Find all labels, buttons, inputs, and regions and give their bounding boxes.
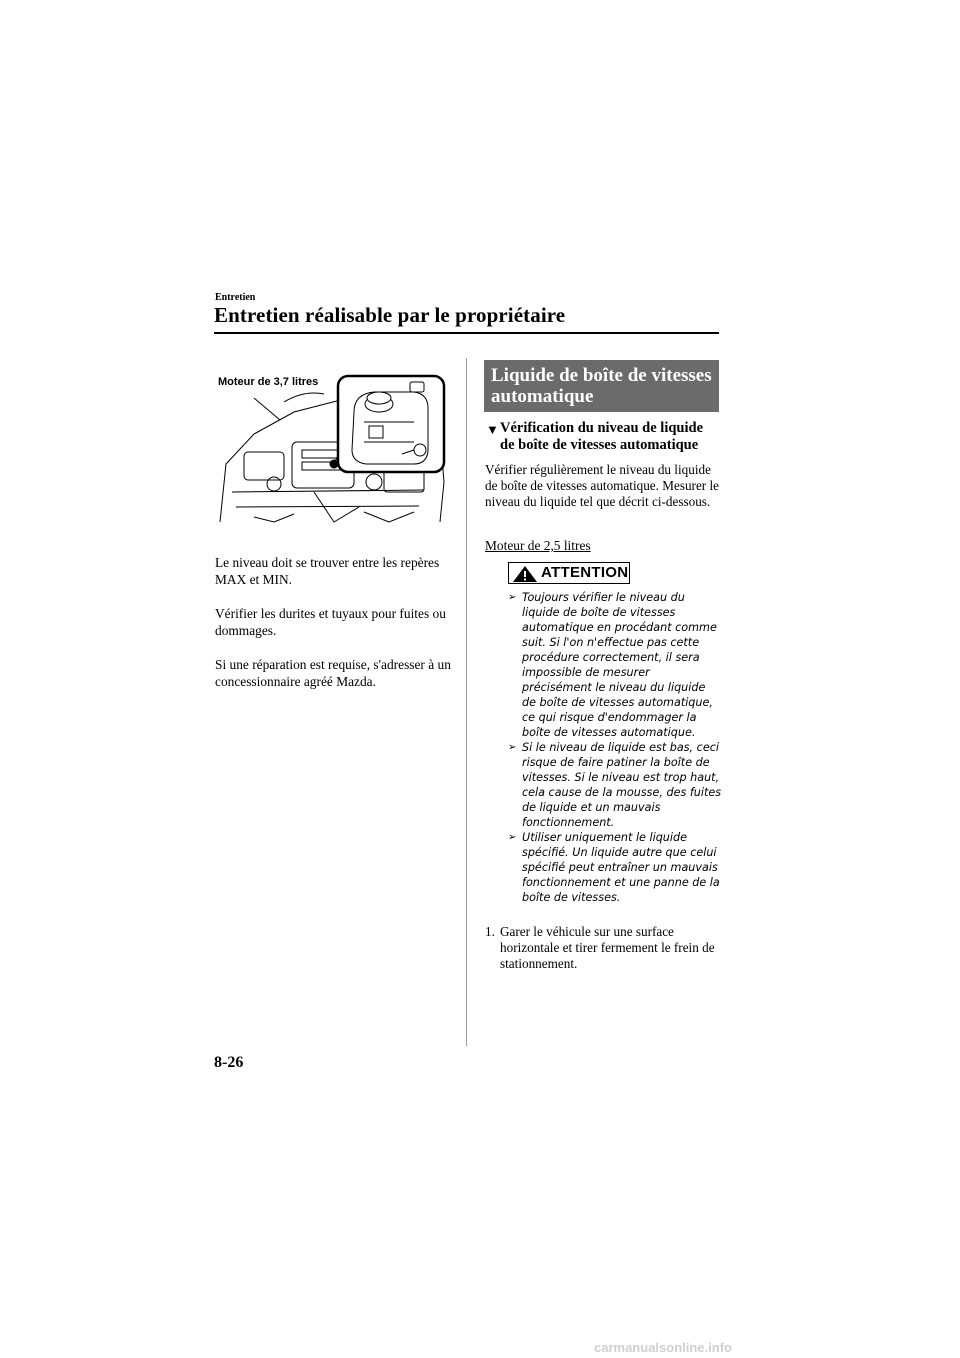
list-item: [506, 830, 722, 905]
attention-list: [506, 590, 722, 905]
step-item: [485, 924, 719, 972]
subheading-text: Vérification du niveau de liquide de boîte de vitesses automatique: [500, 420, 704, 453]
engine-bay-illustration: [214, 372, 446, 550]
section-banner-title: Liquide de boîte de vitesses automatique: [491, 365, 712, 407]
section-banner: [484, 360, 719, 412]
triangle-down-icon: ▼: [486, 422, 499, 437]
list-item-text: Si le niveau de liquide est bas, ceci risque de faire patiner la boîte de vitesses. Si le niveau est trop haut, cela cause de la mousse, des fuites de liquide et un mauvais fonctionnement.: [522, 741, 722, 829]
attention-box: [508, 562, 630, 584]
paragraph-level-marks: Le niveau doit se trouver entre les repères MAX et MIN.: [215, 555, 440, 587]
list-item-text: Toujours vérifier le niveau du liquide de boîte de vitesses automatique en procédant comme suit. Si l'on n'effectue pas cette procédure correctement, il sera impossible de mesurer précisément le niveau du liquide de boîte de vitesses automatique, ce qui risque d'endommager la boîte de vitesses automatique.: [522, 591, 717, 739]
figure-caption: Moteur de 3,7 litres: [218, 376, 319, 388]
header-rule: [214, 332, 719, 334]
page-title: Entretien réalisable par le propriétaire: [214, 303, 566, 327]
section-label: Entretien: [215, 292, 256, 303]
attention-label: ATTENTION: [541, 564, 629, 581]
list-item: [506, 740, 722, 830]
paragraph-hoses-check: Vérifier les durites et tuyaux pour fuites ou dommages.: [215, 606, 446, 638]
warning-triangle-icon: [512, 565, 538, 583]
watermark: carmanualsonline.info: [594, 1340, 732, 1355]
subheading: [486, 420, 718, 454]
page-number: 8-26: [214, 1054, 244, 1071]
arrow-right-icon: ➢: [508, 832, 517, 843]
arrow-right-icon: ➢: [508, 742, 517, 753]
intro-paragraph: Vérifier régulièrement le niveau du liquide de boîte de vitesses automatique. Mesurer le niveau du liquide tel que décrit ci-dessous.: [485, 462, 720, 510]
step-text: Garer le véhicule sur une surface horizontale et tirer fermement le frein de stationnement.: [500, 924, 715, 971]
step-number: 1.: [485, 924, 495, 939]
engine-title: Moteur de 2,5 litres: [485, 538, 591, 553]
arrow-right-icon: ➢: [508, 592, 517, 603]
paragraph-repair-dealer: Si une réparation est requise, s'adresser à un concessionnaire agréé Mazda.: [215, 657, 451, 689]
list-item: [506, 590, 722, 740]
list-item-text: Utiliser uniquement le liquide spécifié. Un liquide autre que celui spécifié peut entraîner un mauvais fonctionnement et une panne de la boîte de vitesses.: [522, 831, 720, 904]
column-divider: [466, 358, 467, 1046]
